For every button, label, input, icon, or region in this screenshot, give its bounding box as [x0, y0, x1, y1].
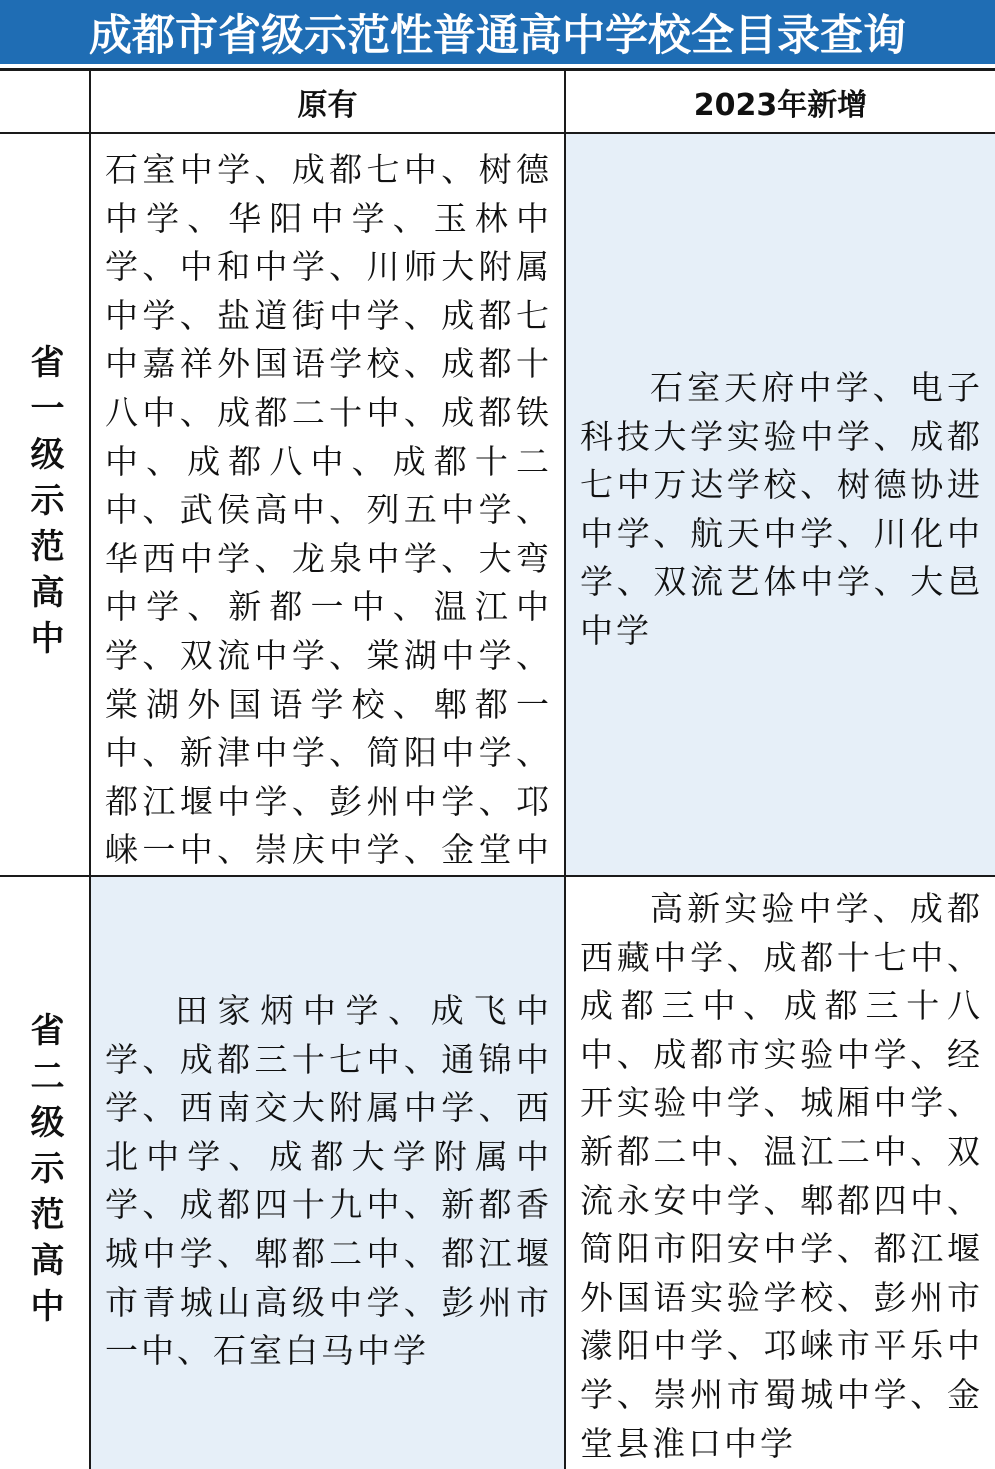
level-1-new-schools: 石室天府中学、电子科技大学实验中学、成都七中万达学校、树德协进中学、航天中学、川化中学、双流艺体中学、大邑中学 — [564, 132, 995, 875]
header-corner — [0, 71, 89, 132]
title-bar — [0, 0, 995, 64]
page-title: 成都市省级示范性普通高中学校全目录查询 — [89, 10, 906, 61]
row-label-provincial-level-2: 省二级示范高中 — [0, 875, 89, 1469]
row-label-provincial-level-1: 省一级示范高中 — [0, 132, 89, 875]
school-table — [0, 68, 995, 1466]
level-2-original-schools: 田家炳中学、成飞中学、成都三十七中、通锦中学、西南交大附属中学、西北中学、成都大学附属中学、成都四十九中、新都香城中学、郫都二中、都江堰市青城山高级中学、彭州市一中、石室白马中学 — [89, 875, 564, 1469]
header-new-2023: 2023年新增 — [564, 71, 995, 132]
level-2-new-schools: 高新实验中学、成都西藏中学、成都十七中、成都三中、成都三十八中、成都市实验中学、经开实验中学、城厢中学、新都二中、温江二中、双流永安中学、郫都四中、简阳市阳安中学、都江堰外国语实验学校、彭州市濛阳中学、邛崃市平乐中学、崇州市蜀城中学、金堂县淮口中学 — [564, 875, 995, 1469]
header-original: 原有 — [89, 71, 564, 132]
level-1-original-schools: 石室中学、成都七中、树德中学、华阳中学、玉林中学、中和中学、川师大附属中学、盐道街中学、成都七中嘉祥外国语学校、成都十八中、成都二十中、成都铁中、成都八中、成都十二中、武侯高中、列五中学、华西中学、龙泉中学、大弯中学、新都一中、温江中学、双流中学、棠湖中学、棠湖外国语学校、郫都一中、新津中学、简阳中学、都江堰中学、彭州中学、邛崃一中、崇庆中学、金堂中 — [89, 132, 564, 875]
